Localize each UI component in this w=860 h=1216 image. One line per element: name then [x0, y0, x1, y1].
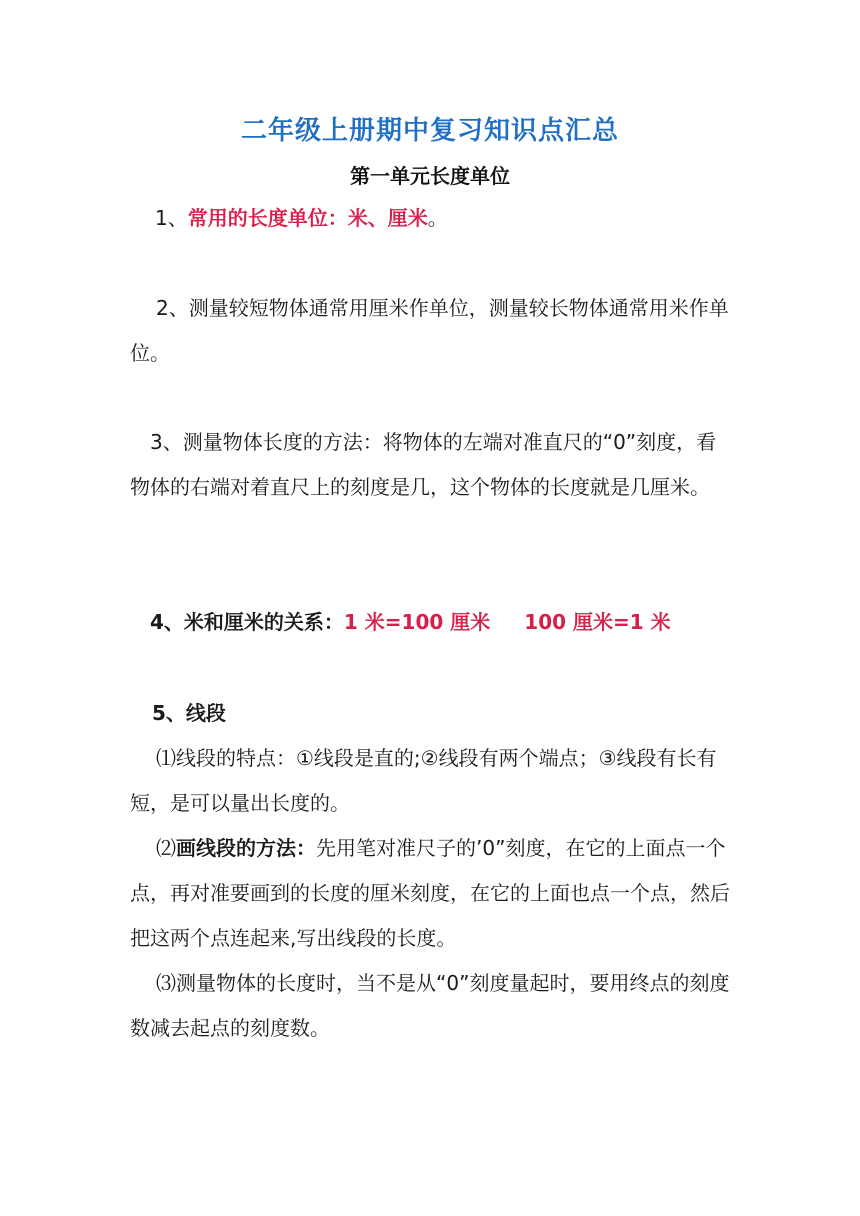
- item-5-p2-text: 先用笔对准尺子的’0”刻度，在它的上面点一个点，再对准要画到的长度的厘米刻度，在它的上面也点一个点，然后把这两个点连起来,写出线段的长度。: [130, 836, 730, 950]
- item-5-p2-marker: ⑵: [156, 836, 176, 860]
- item-1-end: 。: [427, 206, 448, 230]
- item-4-relation-2: 100 厘米=1 米: [524, 610, 671, 634]
- item-3: 3、测量物体长度的方法：将物体的左端对准直尺的“0”刻度，看物体的右端对着直尺上的刻度是几，这个物体的长度就是几厘米。: [130, 430, 717, 499]
- unit-title: 第一单元长度单位: [350, 164, 510, 188]
- item-5-p2-bold: 画线段的方法：: [176, 836, 316, 860]
- item-5-paragraph-3: ⑶测量物体的长度时，当不是从“0”刻度量起时，要用终点的刻度数减去起点的刻度数。: [130, 971, 730, 1040]
- item-4: [150, 600, 750, 645]
- item-1: [155, 196, 755, 241]
- item-1-prefix: 1、: [155, 206, 188, 230]
- item-5-paragraph-1: ⑴线段的特点：①线段是直的;②线段有两个端点；③线段有长有短，是可以量出长度的。: [130, 746, 717, 815]
- item-4-relation-1: 1 米=100 厘米: [343, 610, 491, 634]
- item-5-heading: 5、线段: [152, 701, 226, 725]
- item-5-paragraph-2: [130, 826, 730, 961]
- item-1-highlight: 常用的长度单位：米、厘米: [187, 206, 428, 230]
- item-2: 2、测量较短物体通常用厘米作单位，测量较长物体通常用米作单位。: [130, 296, 729, 365]
- item-4-label: 4、米和厘米的关系：: [150, 610, 344, 634]
- document-title: 二年级上册期中复习知识点汇总: [240, 116, 619, 146]
